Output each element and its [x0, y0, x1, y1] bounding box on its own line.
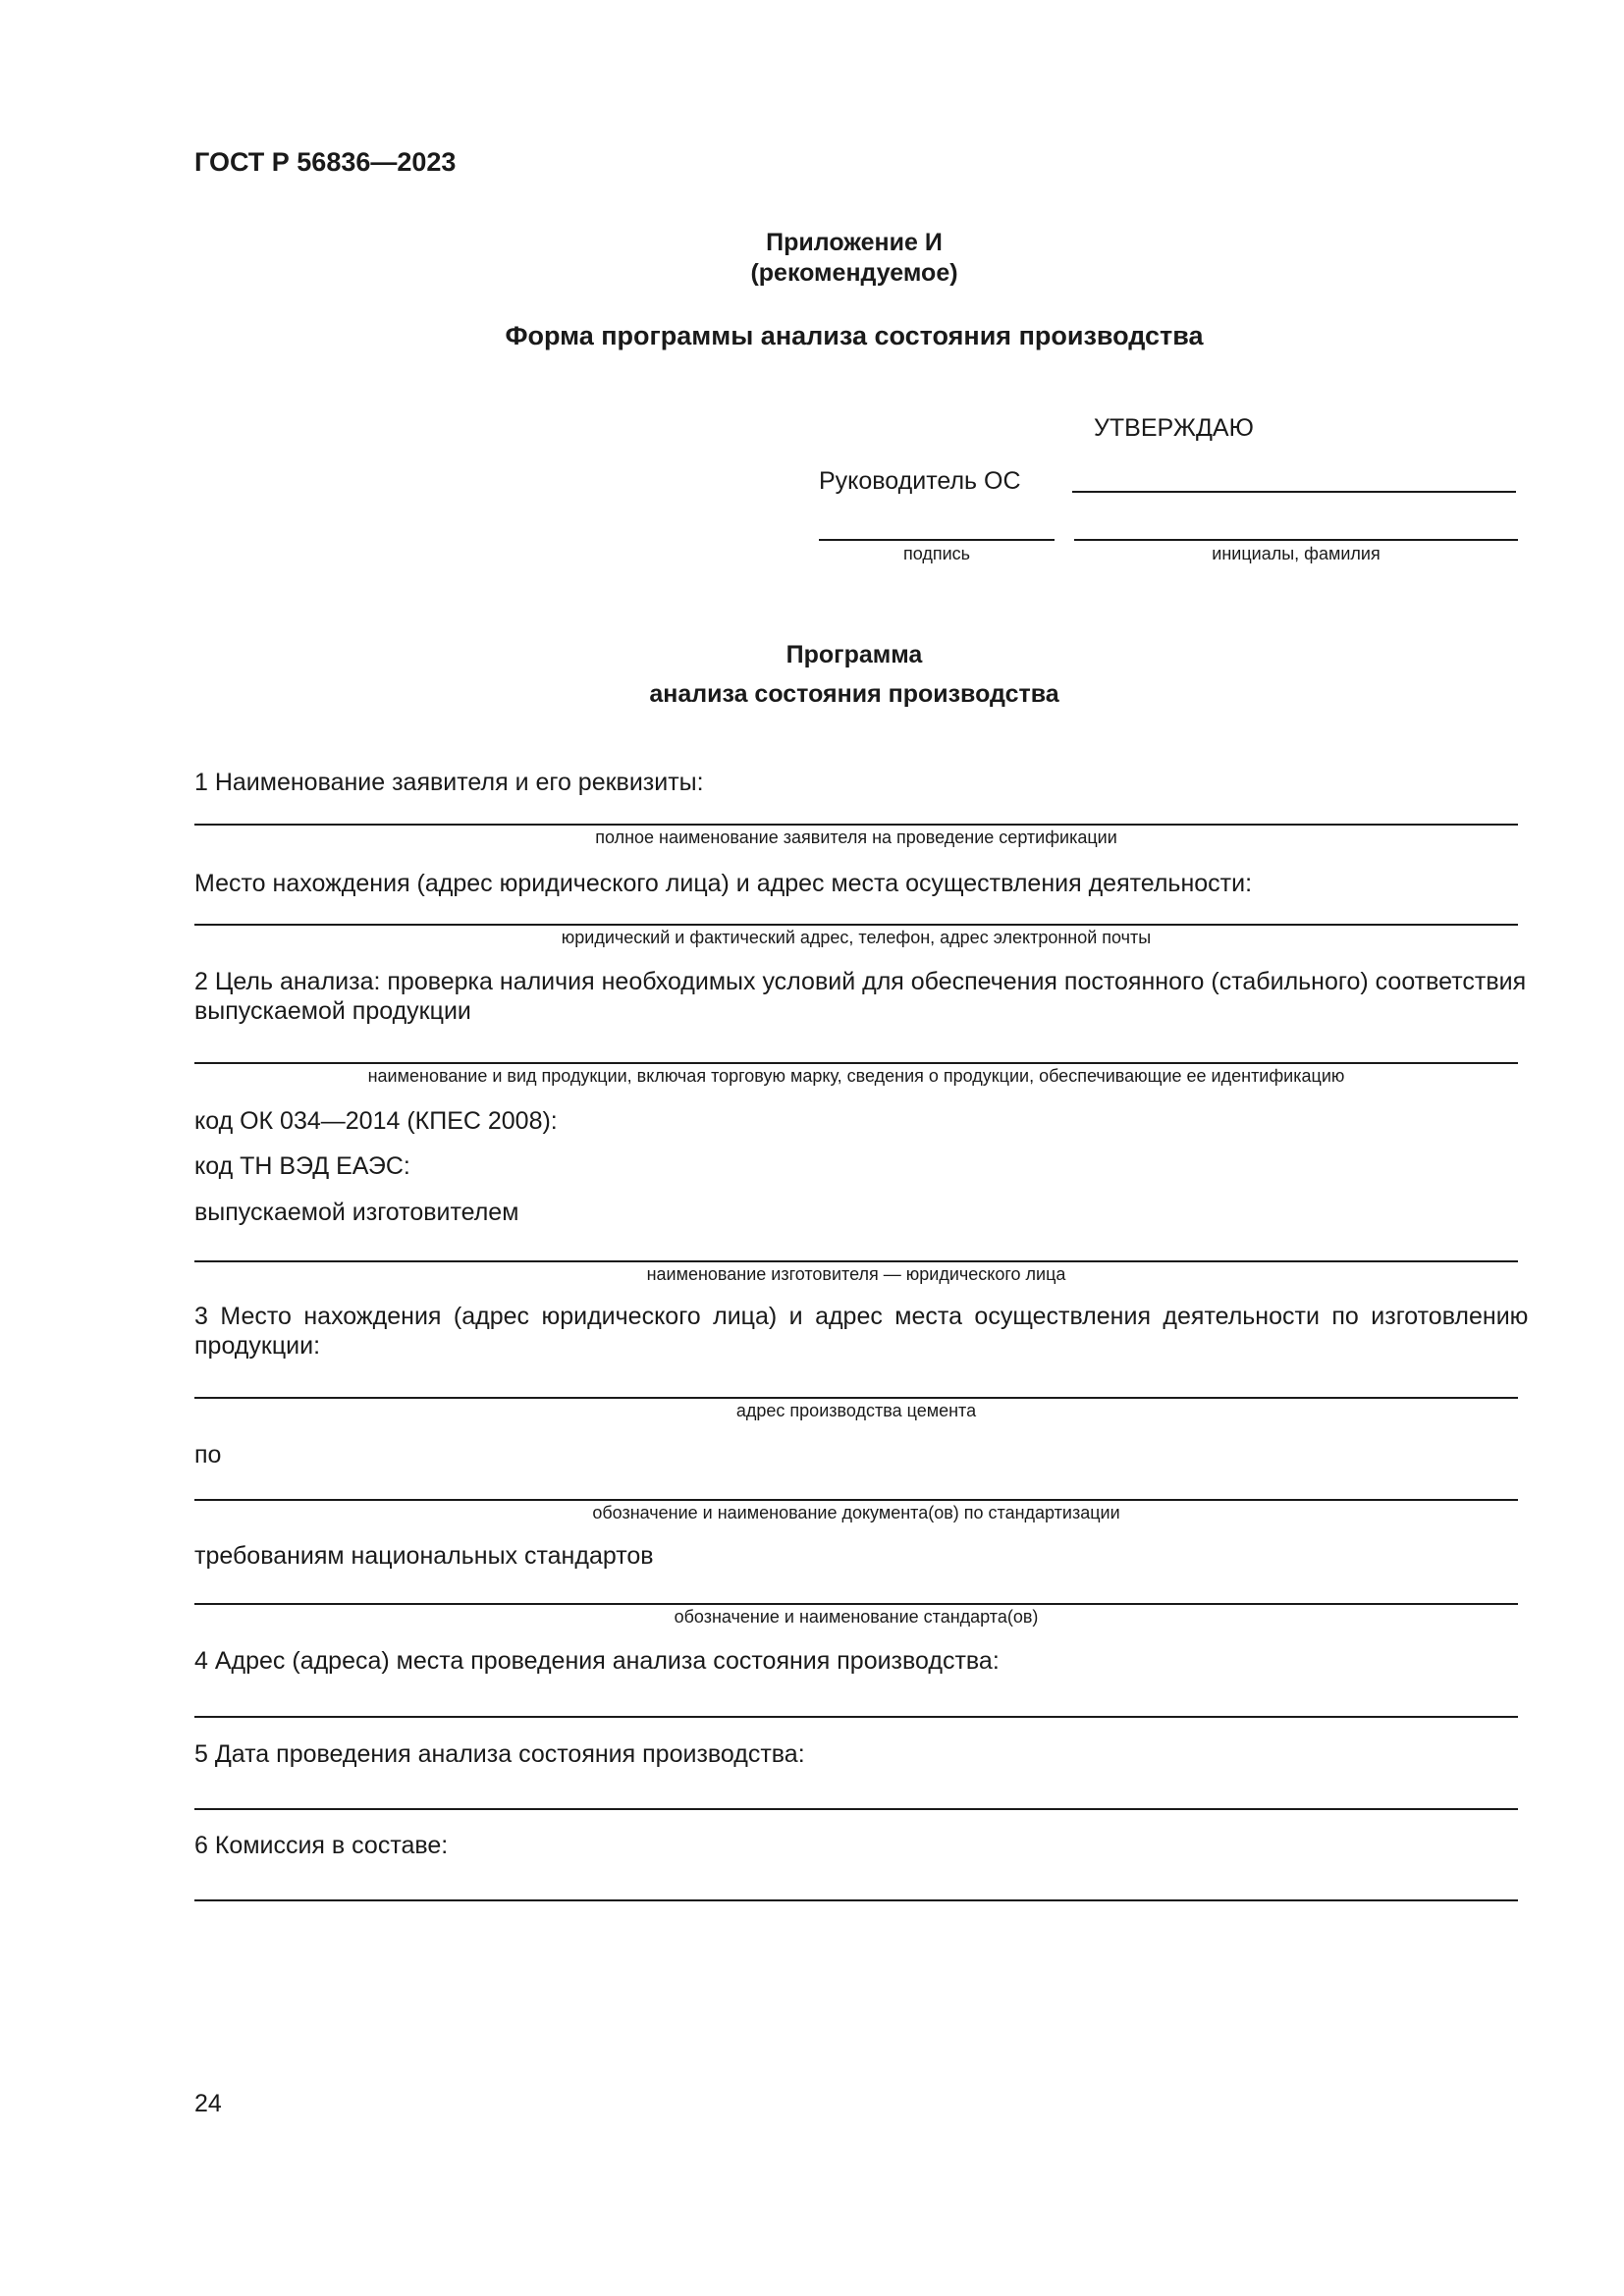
initials-caption: инициалы, фамилия: [1212, 544, 1380, 563]
section-5-label: 5 Дата проведения анализа состояния производства:: [194, 1740, 805, 1768]
commission-line[interactable]: [194, 1899, 1518, 1901]
okpd-code-label: код ОК 034—2014 (КПЕС 2008):: [194, 1107, 558, 1135]
location-label: Место нахождения (адрес юридического лица) и адрес места осуществления деятельности:: [194, 870, 1253, 897]
program-title-line1: Программа: [785, 641, 923, 668]
analysis-address-line[interactable]: [194, 1716, 1518, 1718]
national-standards-label: требованиям национальных стандартов: [194, 1542, 654, 1570]
manufacturer-caption: наименование изготовителя — юридического лица: [646, 1264, 1066, 1284]
section-1-label: 1 Наименование заявителя и его реквизиты:: [194, 769, 704, 796]
form-title: Форма программы анализа состояния производства: [505, 321, 1204, 350]
signature-line[interactable]: [819, 539, 1055, 541]
document-header: ГОСТ Р 56836—2023: [194, 147, 457, 177]
production-address-caption: адрес производства цемента: [735, 1401, 977, 1420]
applicant-name-caption: полное наименование заявителя на проведение сертификации: [595, 828, 1117, 847]
analysis-date-line[interactable]: [194, 1808, 1518, 1810]
manufacturer-line[interactable]: [194, 1260, 1518, 1262]
manufacturer-label: выпускаемой изготовителем: [194, 1199, 519, 1226]
role-name-line[interactable]: [1072, 491, 1516, 493]
product-caption: наименование и вид продукции, включая торговую марку, сведения о продукции, обеспечивающие ее идентификацию: [367, 1066, 1345, 1086]
location-caption: юридический и фактический адрес, телефон, адрес электронной почты: [561, 928, 1152, 947]
page-number: 24: [194, 2090, 222, 2117]
national-standards-line[interactable]: [194, 1603, 1518, 1605]
annex-title: Приложение И: [766, 229, 943, 256]
approval-role: Руководитель ОС: [819, 467, 1021, 495]
section-6-label: 6 Комиссия в составе:: [194, 1832, 449, 1859]
product-line[interactable]: [194, 1062, 1518, 1064]
location-line[interactable]: [194, 924, 1518, 926]
production-address-line[interactable]: [194, 1397, 1518, 1399]
signature-caption: подпись: [902, 544, 971, 563]
approval-label: УТВЕРЖДАЮ: [1094, 414, 1254, 442]
standardization-docs-caption: обозначение и наименование документа(ов) по стандартизации: [592, 1503, 1120, 1522]
section-3-label-line1: 3 Место нахождения (адрес юридического лица) и адрес места осуществления деятельности по изготовлению: [194, 1303, 1529, 1330]
section-3-label-line2: продукции:: [194, 1332, 321, 1360]
standardization-docs-line[interactable]: [194, 1499, 1518, 1501]
applicant-name-line[interactable]: [194, 824, 1518, 826]
program-title-line2: анализа состояния производства: [649, 680, 1059, 708]
po-label: по: [194, 1441, 222, 1468]
section-4-label: 4 Адрес (адреса) места проведения анализа состояния производства:: [194, 1647, 1000, 1675]
tnved-code-label: код ТН ВЭД ЕАЭС:: [194, 1152, 410, 1180]
initials-line[interactable]: [1074, 539, 1518, 541]
section-2-label-line1: 2 Цель анализа: проверка наличия необходимых условий для обеспечения постоянного (стабильного) соответствия: [194, 968, 1527, 995]
national-standards-caption: обозначение и наименование стандарта(ов): [674, 1607, 1039, 1627]
annex-status: (рекомендуемое): [750, 259, 958, 287]
section-2-label-line2: выпускаемой продукции: [194, 997, 471, 1025]
